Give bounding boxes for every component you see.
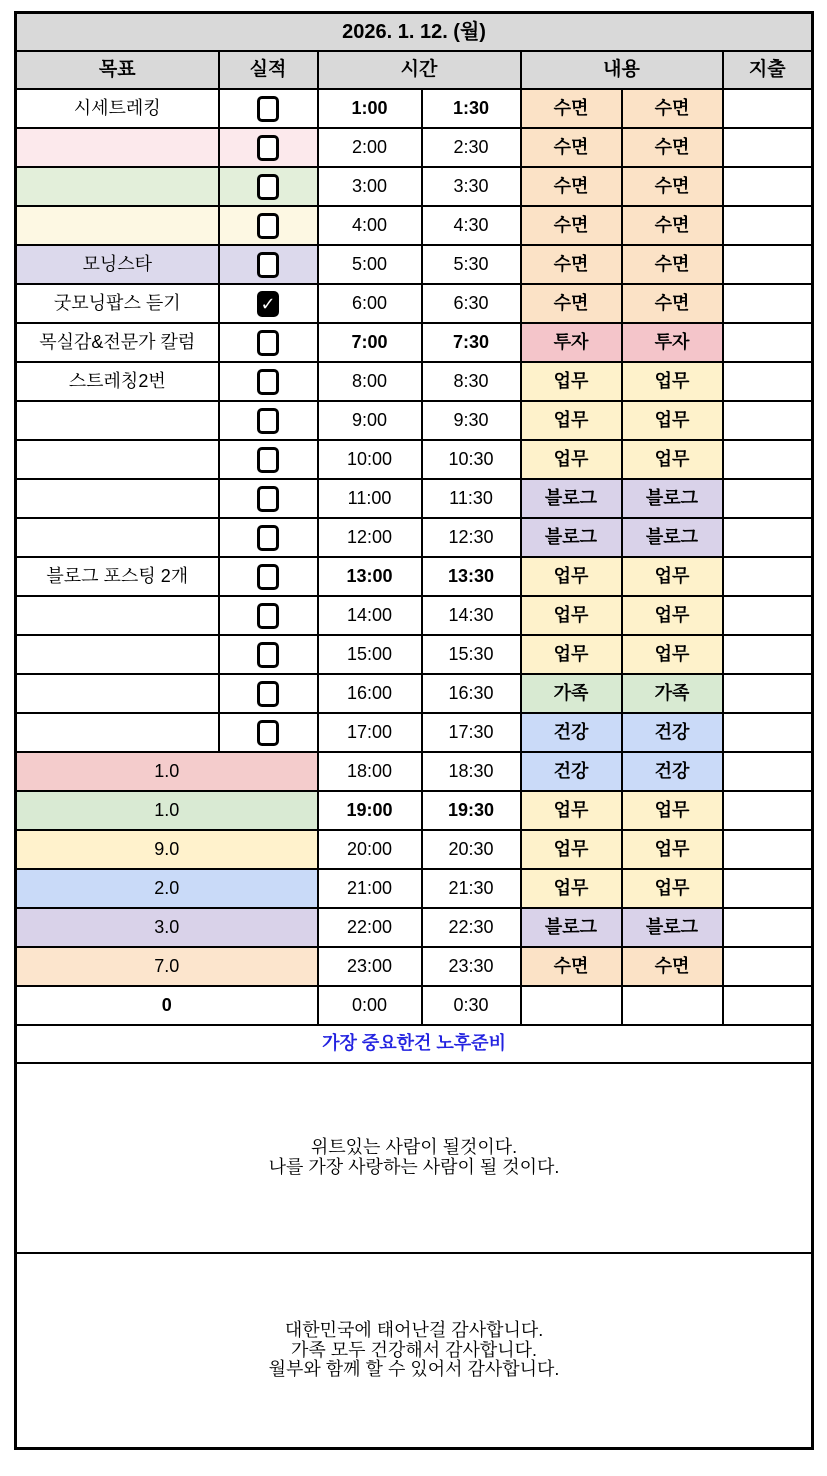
- expense-cell: [723, 245, 813, 284]
- achievement-cell: [219, 635, 318, 674]
- goal-cell: 2.0: [16, 869, 318, 908]
- content-cell: [521, 986, 622, 1025]
- achievement-cell: [219, 323, 318, 362]
- goal-cell: [16, 440, 219, 479]
- content-cell: 업무: [622, 830, 723, 869]
- content-cell: 수면: [622, 284, 723, 323]
- checkbox-unchecked-icon[interactable]: [257, 681, 279, 707]
- goal-cell: 1.0: [16, 752, 318, 791]
- time-cell: 1:00: [318, 89, 422, 128]
- achievement-cell: [219, 206, 318, 245]
- time-cell: 17:30: [422, 713, 521, 752]
- checkbox-unchecked-icon[interactable]: [257, 96, 279, 122]
- content-cell: 업무: [622, 635, 723, 674]
- column-header-time: 시간: [318, 51, 521, 89]
- content-cell: 건강: [622, 752, 723, 791]
- time-cell: 19:00: [318, 791, 422, 830]
- expense-cell: [723, 791, 813, 830]
- content-cell: 업무: [622, 362, 723, 401]
- column-header-content: 내용: [521, 51, 723, 89]
- time-cell: 8:00: [318, 362, 422, 401]
- time-cell: 17:00: [318, 713, 422, 752]
- schedule-row: [16, 401, 813, 440]
- time-cell: 9:30: [422, 401, 521, 440]
- checkbox-unchecked-icon[interactable]: [257, 720, 279, 746]
- priority-note: 가장 중요한건 노후준비: [16, 1025, 813, 1063]
- achievement-cell: [219, 518, 318, 557]
- schedule-row: [16, 908, 813, 947]
- time-cell: 4:30: [422, 206, 521, 245]
- time-cell: 7:00: [318, 323, 422, 362]
- content-cell: 업무: [521, 791, 622, 830]
- checkbox-checked-icon[interactable]: ✓: [257, 291, 279, 317]
- expense-cell: [723, 986, 813, 1025]
- achievement-cell: [219, 362, 318, 401]
- content-cell: 업무: [622, 869, 723, 908]
- time-cell: 20:00: [318, 830, 422, 869]
- content-cell: 수면: [622, 89, 723, 128]
- affirmation-note: [16, 1063, 813, 1253]
- gratitude-note: [16, 1253, 813, 1449]
- time-cell: 22:30: [422, 908, 521, 947]
- checkbox-unchecked-icon[interactable]: [257, 603, 279, 629]
- schedule-row: [16, 557, 813, 596]
- schedule-row: [16, 869, 813, 908]
- expense-cell: [723, 713, 813, 752]
- goal-cell: [16, 674, 219, 713]
- checkbox-unchecked-icon[interactable]: [257, 486, 279, 512]
- time-cell: 7:30: [422, 323, 521, 362]
- time-cell: 16:00: [318, 674, 422, 713]
- schedule-row: [16, 635, 813, 674]
- goal-cell: 3.0: [16, 908, 318, 947]
- achievement-cell: [219, 128, 318, 167]
- content-cell: 수면: [521, 206, 622, 245]
- goal-cell: [16, 518, 219, 557]
- content-cell: 건강: [521, 713, 622, 752]
- goal-cell: 0: [16, 986, 318, 1025]
- content-cell: 수면: [622, 206, 723, 245]
- goal-cell: [16, 167, 219, 206]
- checkbox-unchecked-icon[interactable]: [257, 525, 279, 551]
- gratitude-note-row: [16, 1253, 813, 1449]
- schedule-row: [16, 323, 813, 362]
- time-cell: 5:30: [422, 245, 521, 284]
- goal-cell: [16, 713, 219, 752]
- content-cell: 업무: [521, 362, 622, 401]
- schedule-row: [16, 791, 813, 830]
- content-cell: 업무: [521, 557, 622, 596]
- content-cell: 투자: [521, 323, 622, 362]
- content-cell: 수면: [622, 245, 723, 284]
- content-cell: 업무: [622, 791, 723, 830]
- content-cell: 수면: [521, 89, 622, 128]
- time-cell: 18:00: [318, 752, 422, 791]
- content-cell: 업무: [622, 557, 723, 596]
- time-cell: 11:30: [422, 479, 521, 518]
- time-cell: 21:00: [318, 869, 422, 908]
- note-line: 나를 가장 사랑하는 사람이 될 것이다.: [268, 1157, 560, 1177]
- checkbox-unchecked-icon[interactable]: [257, 174, 279, 200]
- goal-cell: 블로그 포스팅 2개: [16, 557, 219, 596]
- time-cell: 13:00: [318, 557, 422, 596]
- schedule-row: [16, 245, 813, 284]
- schedule-row: [16, 284, 813, 323]
- content-cell: 가족: [521, 674, 622, 713]
- schedule-row: [16, 596, 813, 635]
- content-cell: 업무: [521, 596, 622, 635]
- goal-cell: 7.0: [16, 947, 318, 986]
- checkbox-unchecked-icon[interactable]: [257, 213, 279, 239]
- expense-cell: [723, 869, 813, 908]
- achievement-cell: [219, 167, 318, 206]
- achievement-cell: [219, 674, 318, 713]
- goal-cell: [16, 596, 219, 635]
- schedule-row: [16, 128, 813, 167]
- schedule-row: [16, 518, 813, 557]
- time-cell: 2:30: [422, 128, 521, 167]
- goal-cell: [16, 128, 219, 167]
- time-cell: 14:00: [318, 596, 422, 635]
- schedule-row: [16, 440, 813, 479]
- priority-note-row: [16, 1025, 813, 1063]
- content-cell: 투자: [622, 323, 723, 362]
- note-line: 가족 모두 건강해서 감사합니다.: [291, 1339, 538, 1360]
- goal-cell: 시세트레킹: [16, 89, 219, 128]
- goal-cell: [16, 401, 219, 440]
- note-line: 월부와 함께 할 수 있어서 감사합니다.: [268, 1359, 560, 1380]
- schedule-row: [16, 986, 813, 1025]
- goal-cell: [16, 206, 219, 245]
- time-cell: 3:30: [422, 167, 521, 206]
- schedule-row: [16, 89, 813, 128]
- content-cell: 업무: [521, 830, 622, 869]
- time-cell: 14:30: [422, 596, 521, 635]
- checkbox-unchecked-icon[interactable]: [257, 330, 279, 356]
- time-cell: 5:00: [318, 245, 422, 284]
- time-cell: 0:30: [422, 986, 521, 1025]
- expense-cell: [723, 167, 813, 206]
- time-cell: 23:00: [318, 947, 422, 986]
- content-cell: 업무: [622, 440, 723, 479]
- content-cell: 수면: [521, 947, 622, 986]
- time-cell: 18:30: [422, 752, 521, 791]
- time-cell: 20:30: [422, 830, 521, 869]
- column-header-achievement: 실적: [219, 51, 318, 89]
- expense-cell: [723, 128, 813, 167]
- checkbox-unchecked-icon[interactable]: [257, 369, 279, 395]
- planner-sheet: [14, 11, 811, 1450]
- goal-cell: 굿모닝팝스 듣기: [16, 284, 219, 323]
- content-cell: 수면: [521, 167, 622, 206]
- expense-cell: [723, 206, 813, 245]
- schedule-row: [16, 830, 813, 869]
- schedule-row: [16, 752, 813, 791]
- expense-cell: [723, 89, 813, 128]
- content-cell: 블로그: [521, 479, 622, 518]
- checkbox-unchecked-icon[interactable]: [257, 252, 279, 278]
- expense-cell: [723, 362, 813, 401]
- content-cell: 블로그: [521, 908, 622, 947]
- time-cell: 10:00: [318, 440, 422, 479]
- time-cell: 22:00: [318, 908, 422, 947]
- checkbox-unchecked-icon[interactable]: [257, 408, 279, 434]
- achievement-cell: [219, 557, 318, 596]
- expense-cell: [723, 401, 813, 440]
- content-cell: 업무: [521, 440, 622, 479]
- expense-cell: [723, 635, 813, 674]
- content-cell: 블로그: [622, 479, 723, 518]
- time-cell: 16:30: [422, 674, 521, 713]
- time-cell: 12:00: [318, 518, 422, 557]
- schedule-row: [16, 362, 813, 401]
- time-cell: 10:30: [422, 440, 521, 479]
- goal-cell: 1.0: [16, 791, 318, 830]
- content-cell: 블로그: [622, 518, 723, 557]
- expense-cell: [723, 596, 813, 635]
- time-cell: 15:30: [422, 635, 521, 674]
- expense-cell: [723, 323, 813, 362]
- column-header-goal: 목표: [16, 51, 219, 89]
- expense-cell: [723, 947, 813, 986]
- expense-cell: [723, 479, 813, 518]
- goal-cell: 9.0: [16, 830, 318, 869]
- time-cell: 3:00: [318, 167, 422, 206]
- content-cell: 블로그: [622, 908, 723, 947]
- schedule-row: [16, 167, 813, 206]
- time-cell: 21:30: [422, 869, 521, 908]
- time-cell: 12:30: [422, 518, 521, 557]
- content-cell: 수면: [622, 947, 723, 986]
- content-cell: 업무: [521, 401, 622, 440]
- achievement-cell: [219, 440, 318, 479]
- content-cell: 업무: [622, 596, 723, 635]
- expense-cell: [723, 674, 813, 713]
- content-cell: 업무: [521, 635, 622, 674]
- column-header-expense: 지출: [723, 51, 813, 89]
- expense-cell: [723, 908, 813, 947]
- expense-cell: [723, 830, 813, 869]
- affirmation-note-row: [16, 1063, 813, 1253]
- content-cell: 수면: [622, 128, 723, 167]
- expense-cell: [723, 518, 813, 557]
- goal-cell: 목실감&전문가 칼럼: [16, 323, 219, 362]
- goal-cell: [16, 479, 219, 518]
- time-cell: 1:30: [422, 89, 521, 128]
- column-header-row: [16, 51, 813, 89]
- schedule-row: [16, 947, 813, 986]
- achievement-cell: [219, 89, 318, 128]
- time-cell: 8:30: [422, 362, 521, 401]
- content-cell: 건강: [622, 713, 723, 752]
- content-cell: 업무: [622, 401, 723, 440]
- schedule-row: [16, 479, 813, 518]
- content-cell: 블로그: [521, 518, 622, 557]
- achievement-cell: [219, 596, 318, 635]
- note-line: 대한민국에 태어난걸 감사합니다.: [284, 1319, 544, 1340]
- schedule-row: [16, 206, 813, 245]
- time-cell: 9:00: [318, 401, 422, 440]
- schedule-row: [16, 674, 813, 713]
- date-header: 2026. 1. 12. (월): [16, 13, 813, 52]
- content-cell: [622, 986, 723, 1025]
- goal-cell: [16, 635, 219, 674]
- content-cell: 수면: [622, 167, 723, 206]
- expense-cell: [723, 752, 813, 791]
- goal-cell: 모닝스타: [16, 245, 219, 284]
- expense-cell: [723, 557, 813, 596]
- achievement-cell: [219, 284, 318, 323]
- time-cell: 6:30: [422, 284, 521, 323]
- time-cell: 4:00: [318, 206, 422, 245]
- time-cell: 11:00: [318, 479, 422, 518]
- achievement-cell: [219, 713, 318, 752]
- note-line: 위트있는 사람이 될것이다.: [310, 1137, 518, 1158]
- expense-cell: [723, 440, 813, 479]
- content-cell: 가족: [622, 674, 723, 713]
- achievement-cell: [219, 245, 318, 284]
- content-cell: 업무: [521, 869, 622, 908]
- content-cell: 건강: [521, 752, 622, 791]
- achievement-cell: [219, 479, 318, 518]
- checkbox-unchecked-icon[interactable]: [257, 642, 279, 668]
- planner-table: [14, 11, 814, 1450]
- time-cell: 13:30: [422, 557, 521, 596]
- content-cell: 수면: [521, 284, 622, 323]
- date-header-row: [16, 13, 813, 52]
- goal-cell: 스트레칭2번: [16, 362, 219, 401]
- content-cell: 수면: [521, 128, 622, 167]
- time-cell: 23:30: [422, 947, 521, 986]
- expense-cell: [723, 284, 813, 323]
- time-cell: 6:00: [318, 284, 422, 323]
- achievement-cell: [219, 401, 318, 440]
- checkbox-unchecked-icon[interactable]: [257, 564, 279, 590]
- schedule-row: [16, 713, 813, 752]
- checkbox-unchecked-icon[interactable]: [257, 135, 279, 161]
- time-cell: 0:00: [318, 986, 422, 1025]
- time-cell: 15:00: [318, 635, 422, 674]
- time-cell: 19:30: [422, 791, 521, 830]
- content-cell: 수면: [521, 245, 622, 284]
- checkbox-unchecked-icon[interactable]: [257, 447, 279, 473]
- time-cell: 2:00: [318, 128, 422, 167]
